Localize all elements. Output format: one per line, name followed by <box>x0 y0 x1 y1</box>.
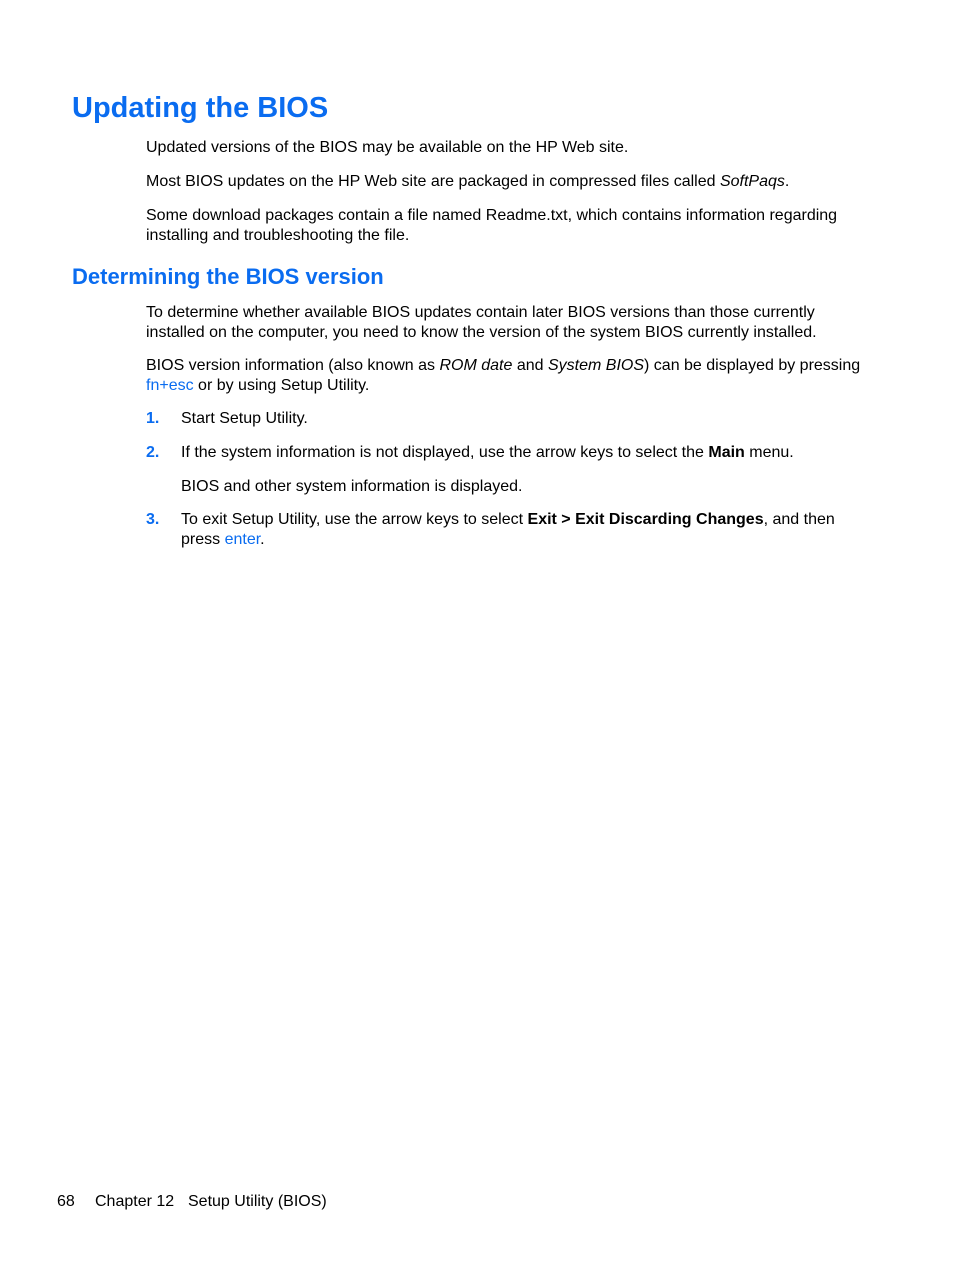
step-2-text <box>181 443 871 463</box>
section-paragraph-1: To determine whether available BIOS updates contain later BIOS versions than those currently installed on the computer, you need to know the version of the system BIOS currently installed. <box>146 304 817 341</box>
step-3-text <box>181 510 871 549</box>
section-paragraph-2-end: or by using Setup Utility. <box>193 376 370 394</box>
step-3-text-pre: To exit Setup Utility, use the arrow keys to select <box>181 511 528 528</box>
exit-discarding-changes-term: Exit > Exit Discarding Changes <box>527 511 764 528</box>
step-2-result: BIOS and other system information is displayed. <box>181 478 523 495</box>
intro-paragraph-2-end: . <box>784 173 790 190</box>
step-1-number: 1. <box>146 410 160 427</box>
fn-esc-key: fn+esc <box>146 376 194 394</box>
intro-paragraph-2-text: Most BIOS updates on the HP Web site are packaged in compressed files called <box>146 173 720 190</box>
rom-date-term: ROM date <box>439 357 513 374</box>
step-3-text-post: , and then <box>763 511 835 528</box>
enter-key: enter <box>224 530 261 548</box>
main-menu-term: Main <box>708 444 745 461</box>
footer-chapter-title: Setup Utility (BIOS) <box>188 1193 327 1210</box>
page-title: Updating the BIOS <box>72 92 329 124</box>
section-paragraph-2-text: BIOS version information (also known as <box>146 357 440 374</box>
step-3-text-end: . <box>260 530 265 548</box>
intro-paragraph-3: Some download packages contain a file named Readme.txt, which contains information regarding installing and troubleshooting the file. <box>146 207 838 244</box>
intro-paragraph-1: Updated versions of the BIOS may be available on the HP Web site. <box>146 139 629 156</box>
step-2-number: 2. <box>146 444 160 461</box>
section-title: Determining the BIOS version <box>72 264 384 289</box>
page-number: 68 <box>57 1193 75 1210</box>
softpaqs-term: SoftPaqs <box>719 173 785 190</box>
step-1-text: Start Setup Utility. <box>181 410 308 427</box>
section-paragraph-2 <box>146 356 876 395</box>
section-paragraph-2-cont: ) can be displayed by pressing <box>644 357 861 374</box>
step-2-text-post: menu. <box>744 444 794 461</box>
step-2-text-pre: If the system information is not displayed, use the arrow keys to select the <box>181 444 709 461</box>
step-3-text-press: press <box>181 530 225 548</box>
footer-chapter: Chapter 12 <box>95 1193 175 1210</box>
section-paragraph-2-and: and <box>512 357 548 374</box>
step-3-number: 3. <box>146 511 160 528</box>
system-bios-term: System BIOS <box>547 357 645 374</box>
intro-paragraph-2 <box>146 172 876 192</box>
